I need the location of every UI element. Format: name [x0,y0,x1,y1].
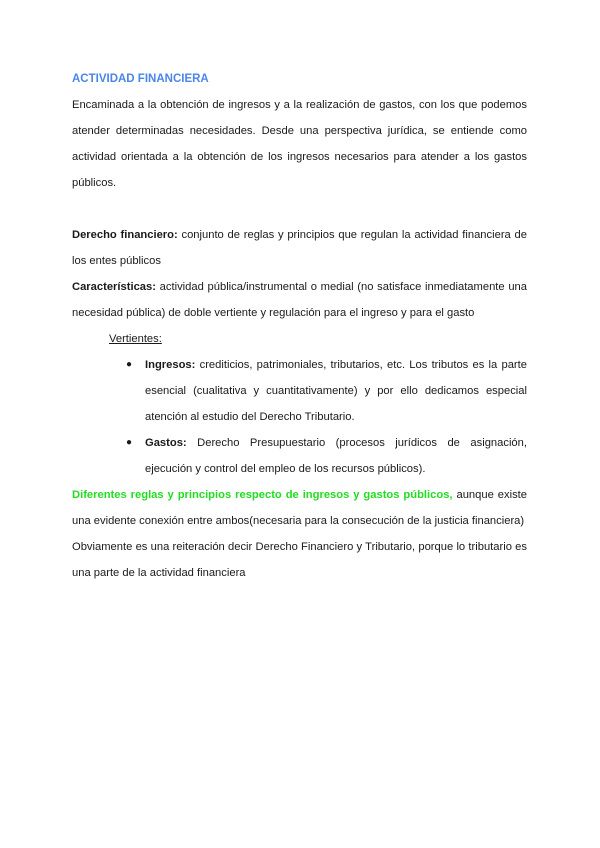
ingresos-label: Ingresos: [145,359,196,371]
bullet-dot-icon: ● [126,359,133,370]
gastos-label: Gastos: [145,437,187,449]
document-body [72,66,527,586]
intro-paragraph: Encaminada a la obtención de ingresos y a la realización de gastos, con los que podemos atender determinadas necesidades. Desde una perspectiva jurídica, se entiende como actividad orientada a la obtención de los ingresos necesarios para atender a los gastos públicos. [72,99,527,189]
closing-paragraph: Obviamente es una reiteración decir Derecho Financiero y Tributario, porque lo tributario es una parte de la actividad financiera [72,541,527,579]
vertientes-list [72,352,527,482]
caracteristicas-label: Características: [72,281,156,293]
page-title: ACTIVIDAD FINANCIERA [72,73,209,85]
derecho-text: conjunto de reglas y principios que regulan la actividad financiera de los entes públicos [72,229,527,267]
conexion-paragraph [72,482,527,534]
caracteristicas-text: actividad pública/instrumental o medial (no satisface inmediatamente una necesidad pública) de doble vertiente y regulación para el ingreso y para el gasto [72,281,527,319]
highlight-rest-text: aunque existe una evidente conexión entre ambos(necesaria para la consecución de la justicia financiera) [72,489,527,527]
derecho-label: Derecho financiero: [72,229,178,241]
vertientes-heading: Vertientes: [109,333,162,345]
bullet-dot-icon: ● [126,437,133,448]
paragraph-spacer [72,196,527,222]
list-item-ingresos [72,352,527,430]
caracteristicas-paragraph [72,274,527,326]
ingresos-text: crediticios, patrimoniales, tributarios, etc. Los tributos es la parte esencial (cualitativa y cuantitativamente) y por ello dedicamos especial atención al estudio del Derecho Tributario. [145,359,527,423]
highlight-text: Diferentes reglas y principios respecto de ingresos y gastos públicos, [72,489,453,501]
gastos-text: Derecho Presupuestario (procesos jurídicos de asignación, ejecución y control del empleo de los recursos públicos). [145,437,527,475]
list-item-gastos [72,430,527,482]
derecho-paragraph [72,222,527,274]
